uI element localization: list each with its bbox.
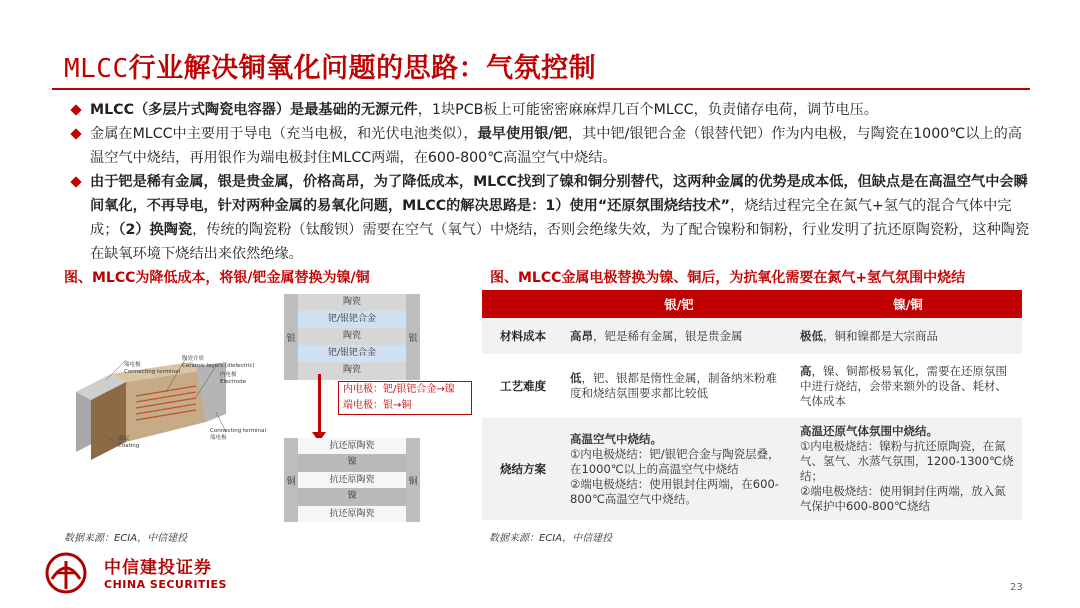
bullet-mlcc-definition <box>64 98 1032 122</box>
mlcc-structure-figure <box>60 290 470 522</box>
table-row <box>482 354 1022 418</box>
source-note-right: 数据来源：ECIA，中信建投 <box>489 533 613 544</box>
row-label: 工艺难度 <box>482 354 564 418</box>
bullet-bold-text: MLCC（多层片式陶瓷电容器）是最基础的无源元件 <box>90 102 418 118</box>
row-label: 材料成本 <box>482 318 564 354</box>
diamond-bullet-icon <box>70 128 81 139</box>
comparison-table <box>482 290 1022 520</box>
diamond-bullet-icon <box>70 176 81 187</box>
electrode-change-note <box>338 381 472 415</box>
logo-name-english: CHINA SECURITIES <box>104 578 227 591</box>
table-header-empty <box>482 290 564 318</box>
bullet-text: ，传统的陶瓷粉（钛酸钡）需要在空气（氧气）中烧结，否则会绝缘失效，为了配合镍粉和铜粉，行业发明了抗还原陶瓷粉，这种陶瓷在缺氧环境下烧结出来依然绝缘。 <box>90 222 1030 262</box>
bullet-text: ，其中钯/银钯合金（银替代钯）作为内电极，与陶瓷在1000℃以上的高温空气中烧结，再用银作为端电极封住MLCC两端，在600-800℃高温空气中烧结。 <box>90 126 1022 166</box>
source-note-left: 数据来源：ECIA，中信建投 <box>64 533 188 544</box>
page-title <box>64 46 596 86</box>
diamond-bullet-icon <box>70 104 81 115</box>
layer-reduction-resistant-ceramic: 抗还原陶瓷 <box>298 472 406 488</box>
table-cell: 高温空气中烧结。 ①内电极烧结：钯/银钯合金与陶瓷层叠，在1000℃以上的高温空气中烧结 ②端电极烧结：使用银封住两端，在600-800℃高温空气中烧结。 <box>564 418 794 520</box>
silver-terminal-right: 银 <box>406 294 420 380</box>
copper-terminal-left: 铜 <box>284 438 298 522</box>
table-header-row <box>482 290 1022 318</box>
layer-reduction-resistant-ceramic: 抗还原陶瓷 <box>298 506 406 522</box>
title-prefix: MLCC <box>64 54 129 84</box>
table-cell: 高，镍、铜都极易氧化，需要在还原氛围中进行烧结，会带来额外的设备、耗材、气体成本 <box>794 354 1022 418</box>
layer-ceramic: 陶瓷 <box>298 294 406 311</box>
layer-reduction-resistant-ceramic: 抗还原陶瓷 <box>298 438 406 454</box>
table-header-ni-cu: 镍/铜 <box>794 290 1022 318</box>
layer-pd-alloy: 钯/银钯合金 <box>298 311 406 328</box>
figure-caption-right: 图、MLCC金属电极替换为镍、铜后，为抗氧化需要在氮气+氢气氛围中烧结 <box>490 270 966 286</box>
table-cell: 高温还原气体氛围中烧结。 ①内电极烧结：镍粉与抗还原陶瓷，在氮气、氢气、水蒸气氛围，1200-1300℃烧结； ②端电极烧结：使用铜封住两端，放入氮气保护中600-800℃烧结 <box>794 418 1022 520</box>
silver-terminal-left: 银 <box>284 294 298 380</box>
table-row <box>482 418 1022 520</box>
bullet-bold-text: 由于钯是稀有金属，银是贵金属，价格高昂，为了降低成本，MLCC找到了镍和铜分别替代，这两种金属的优势是成本低，但缺点是在高温空气中会瞬间氧化，不再导电，针对两种金属的易氧化问题，MLCC的解决思路是：1）使用“还原氛围烧结技术” <box>90 174 1028 214</box>
row-label: 烧结方案 <box>482 418 564 520</box>
logo-name-chinese: 中信建投证券 <box>104 558 212 578</box>
table-row <box>482 318 1022 354</box>
layer-ceramic: 陶瓷 <box>298 328 406 345</box>
annotation-ceramic: 陶瓷介质 Ceramic layers (dielectric) <box>182 356 255 369</box>
layer-pd-alloy: 钯/银钯合金 <box>298 345 406 362</box>
bullet-text: 金属在MLCC中主要用于导电（充当电极，和光伏电池类似）， <box>90 126 478 142</box>
layer-nickel: 镍 <box>298 488 406 506</box>
china-securities-logo-icon <box>44 551 96 595</box>
table-cell: 低，钯、银都是惰性金属，制备纳米粉难度和烧结氛围要求都比较低 <box>564 354 794 418</box>
figure-caption-left: 图、MLCC为降低成本，将银/钯金属替换为镍/铜 <box>64 270 370 286</box>
page-number: 23 <box>1010 582 1023 593</box>
layer-nickel: 镍 <box>298 454 406 472</box>
bullet-text: ，烧结过程完全在氮气+氢气的混合气体中完成； <box>90 198 1012 238</box>
note-inner-electrode: 内电极：钯/银钯合金→镍 <box>343 384 455 395</box>
arrow-down-icon <box>318 374 321 436</box>
annotation-electrode: 内电极 Electrode <box>220 372 246 385</box>
copper-terminal-right: 铜 <box>406 438 420 522</box>
note-end-electrode: 端电极：银→铜 <box>343 400 412 411</box>
table-cell: 高昂，钯是稀有金属，银是贵金属 <box>564 318 794 354</box>
layer-ceramic: 陶瓷 <box>298 362 406 380</box>
bullet-bold-text: 最早使用银/钯 <box>477 126 568 142</box>
annotation-terminal: 端电极 Connecting terminal <box>124 362 180 375</box>
annotation-terminal-2: Connecting terminal 端电极 <box>210 428 266 441</box>
bullet-metal-usage <box>64 122 1032 170</box>
title-text: 行业解决铜氧化问题的思路：气氛控制 <box>128 53 597 84</box>
annotation-coating: 涂层 Coating <box>118 436 140 449</box>
bullet-cost-solution <box>64 170 1032 266</box>
bullet-bold-text: （2）换陶瓷 <box>118 222 193 238</box>
table-cell: 极低，铜和镍都是大宗商品 <box>794 318 1022 354</box>
title-divider <box>52 88 1030 90</box>
bullet-text: ，1块PCB板上可能密密麻麻焊几百个MLCC，负责储存电荷，调节电压。 <box>417 102 878 118</box>
table-header-ag-pd: 银/钯 <box>564 290 794 318</box>
